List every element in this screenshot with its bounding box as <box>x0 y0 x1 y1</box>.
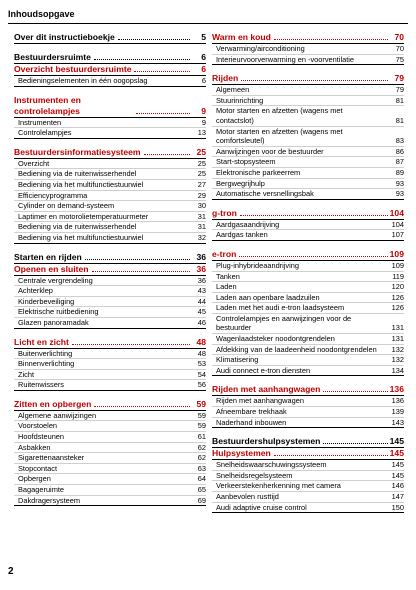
toc-entry[interactable] <box>14 359 206 370</box>
toc-section-heading[interactable] <box>212 384 404 396</box>
toc-entry[interactable] <box>212 282 404 293</box>
toc-page-number: 32 <box>197 232 206 242</box>
toc-entry-title: Aanwijzingen voor de bestuurder <box>216 146 324 156</box>
section-spacer <box>14 391 206 399</box>
toc-entry[interactable] <box>14 318 206 329</box>
toc-page-number: 104 <box>391 219 404 229</box>
toc-entry[interactable] <box>212 85 404 96</box>
toc-entry[interactable] <box>212 366 404 377</box>
page-number: 2 <box>8 566 14 577</box>
toc-entry-title: Sigarettenaansteker <box>18 453 85 463</box>
toc-page-number: 25 <box>197 169 206 179</box>
toc-entry[interactable] <box>212 189 404 200</box>
toc-entry[interactable] <box>14 453 206 464</box>
toc-entry[interactable] <box>212 147 404 158</box>
toc-entry[interactable] <box>212 492 404 503</box>
toc-entry[interactable] <box>14 222 206 233</box>
toc-entry-title: Afneembare trekhaak <box>216 407 287 417</box>
toc-column-right <box>212 32 404 513</box>
toc-page-number: 89 <box>395 167 404 177</box>
toc-entry[interactable] <box>212 471 404 482</box>
toc-entry-title: Snelheidswaarschuwingssysteem <box>216 460 327 470</box>
toc-page-number: 131 <box>391 334 404 344</box>
toc-entry-title: Laptimer en motorolietemperatuurmeter <box>18 211 149 221</box>
toc-page-number: 45 <box>197 307 206 317</box>
toc-section-heading[interactable] <box>14 32 206 44</box>
section-spacer <box>14 139 206 147</box>
section-spacer <box>212 428 404 436</box>
toc-page-number: 6 <box>201 52 206 62</box>
toc-page-number: 87 <box>395 157 404 167</box>
toc-entry-title: Bedieningselementen in één oogopslag <box>18 76 148 85</box>
toc-page-number: 70 <box>394 32 404 42</box>
toc-page-number: 27 <box>197 179 206 189</box>
toc-page-number: 134 <box>391 365 404 375</box>
toc-page-number: 30 <box>197 201 206 211</box>
toc-entry[interactable] <box>14 297 206 308</box>
toc-entry[interactable] <box>14 411 206 422</box>
toc-page-number: 62 <box>197 453 206 463</box>
toc-entry[interactable] <box>14 443 206 454</box>
toc-page-number: 145 <box>389 448 404 459</box>
toc-entry-title: Laden met het audi e-tron laadsysteem <box>216 303 345 313</box>
toc-section-heading[interactable] <box>212 32 404 44</box>
toc-page-number: 36 <box>196 263 206 274</box>
toc-entry[interactable] <box>212 418 404 429</box>
toc-entry-title: Audi connect e-tron diensten <box>216 365 311 375</box>
dot-leader <box>323 443 387 444</box>
toc-page-number: 48 <box>197 348 206 358</box>
toc-page-number: 25 <box>197 158 206 168</box>
toc-entry[interactable] <box>14 464 206 475</box>
toc-page-number: 145 <box>391 460 404 470</box>
dot-leader <box>94 59 190 60</box>
toc-page-number: 61 <box>197 432 206 442</box>
toc-entry[interactable] <box>212 355 404 366</box>
toc-section-heading[interactable] <box>14 147 206 159</box>
toc-entry-title: Motor starten en afzetten (wagens met comfortsleutel) <box>216 127 382 146</box>
section-spacer <box>14 244 206 252</box>
toc-entry[interactable] <box>212 314 404 334</box>
toc-page-number: 145 <box>389 436 404 447</box>
toc-entry[interactable] <box>212 55 404 66</box>
toc-section-heading[interactable] <box>14 399 206 411</box>
toc-entry-title: Instrumenten en controlelampjes <box>14 95 134 117</box>
toc-page-number: 9 <box>201 105 206 116</box>
toc-entry-title: Algemeen <box>216 85 250 95</box>
toc-entry[interactable] <box>212 127 404 147</box>
toc-entry-title: Hoofdsteunen <box>18 432 65 442</box>
toc-page-number: 79 <box>394 73 404 84</box>
page-title: Inhoudsopgave <box>8 9 75 19</box>
toc-page-number: 131 <box>391 323 404 333</box>
toc-entry[interactable] <box>212 44 404 55</box>
toc-entry-title: Overzicht <box>18 158 50 168</box>
toc-section-heading[interactable] <box>212 208 404 220</box>
toc-section-heading[interactable] <box>14 64 206 76</box>
toc-entry[interactable] <box>212 230 404 241</box>
toc-entry-title: Bergwegrijhulp <box>216 178 265 188</box>
toc-section-heading[interactable] <box>14 337 206 349</box>
toc-page-number: 46 <box>197 317 206 327</box>
toc-section-heading[interactable] <box>14 95 206 118</box>
toc-entry-title: Klimatisering <box>216 355 259 365</box>
toc-entry-title: Controlelampjes <box>18 128 72 138</box>
toc-page-number: 64 <box>197 474 206 484</box>
toc-entry-title: Bediening via het multifunctiestuurwiel <box>18 232 144 242</box>
toc-entry-title: Interieurvoorverwarming en -voorventilatie <box>216 54 355 64</box>
toc-entry[interactable] <box>14 349 206 360</box>
toc-page-number: 36 <box>196 251 206 262</box>
toc-entry-title: Voorstoelen <box>18 421 58 431</box>
toc-entry[interactable] <box>14 118 206 129</box>
toc-entry-title: Efficiencyprogramma <box>18 190 88 200</box>
dot-leader <box>92 271 191 272</box>
toc-entry-title: Laden aan openbare laadzuilen <box>216 292 320 302</box>
toc-section-heading[interactable] <box>212 73 404 85</box>
toc-entry-title: Elektrische ruitbediening <box>18 307 99 317</box>
toc-page-number: 146 <box>391 481 404 491</box>
section-spacer <box>212 376 404 384</box>
toc-entry-title: Wagenlaadsteker noodontgrendelen <box>216 334 335 344</box>
toc-page-number: 63 <box>197 463 206 473</box>
toc-entry[interactable] <box>14 191 206 202</box>
toc-entry-title: Bagageruimte <box>18 485 65 495</box>
toc-entry-title: Aanbevolen rusttijd <box>216 492 279 501</box>
dot-leader <box>118 39 190 40</box>
toc-entry[interactable] <box>14 307 206 318</box>
toc-page-number: 147 <box>391 492 404 501</box>
toc-section-heading[interactable] <box>212 436 404 448</box>
toc-page-number: 126 <box>391 292 404 302</box>
toc-entry-title: Binnenverlichting <box>18 359 75 369</box>
toc-page-number: 93 <box>395 189 404 199</box>
section-spacer <box>212 65 404 73</box>
toc-page-number: 86 <box>395 146 404 156</box>
toc-page-number: 143 <box>391 417 404 427</box>
toc-page-number: 65 <box>197 485 206 495</box>
toc-page-number: 43 <box>197 286 206 296</box>
toc-page-number: 150 <box>391 502 404 512</box>
toc-entry-title: Motor starten en afzetten (wagens met contactslot) <box>216 106 382 125</box>
dot-leader <box>136 113 190 114</box>
toc-entry-title: Plug-inhybrideaandrijving <box>216 260 299 270</box>
dot-leader <box>134 71 190 72</box>
toc-entry-title: Opbergen <box>18 474 51 484</box>
toc-entry-title: Centrale vergrendeling <box>18 275 93 285</box>
toc-entry[interactable] <box>212 407 404 418</box>
toc-entry-title: Controlelampjes en aanwijzingen voor de bestuurder <box>216 314 382 333</box>
toc-page-number: 48 <box>196 336 206 347</box>
toc-entry-title: Starten en rijden <box>14 251 82 262</box>
toc-page-number: 70 <box>395 44 404 53</box>
dot-leader <box>72 344 190 345</box>
toc-section-heading[interactable] <box>14 252 206 264</box>
toc-entry-title: Bediening via het multifunctiestuurwiel <box>18 179 144 189</box>
dot-leader <box>274 455 388 456</box>
toc-entry-title: Kinderbeveiliging <box>18 296 75 306</box>
toc-entry-title: Glazen panoramadak <box>18 317 89 327</box>
toc-entry-title: e-tron <box>212 248 237 259</box>
section-spacer <box>212 200 404 208</box>
toc-entry[interactable] <box>212 293 404 304</box>
toc-page-number: 31 <box>197 222 206 232</box>
section-spacer <box>14 44 206 52</box>
toc-entry-title: Start-stopsysteem <box>216 157 276 167</box>
toc-page-number: 36 <box>197 275 206 285</box>
toc-section-heading[interactable] <box>212 249 404 261</box>
toc-page-number: 59 <box>197 410 206 420</box>
toc-page-number: 136 <box>389 384 404 395</box>
toc-entry-title: Zitten en opbergen <box>14 398 92 409</box>
toc-entry-title: Laden <box>216 282 237 292</box>
toc-entry-title: Automatische versnellingsbak <box>216 189 314 199</box>
toc-entry-title: Rijden <box>212 73 239 84</box>
page-header <box>8 6 408 24</box>
toc-entry[interactable] <box>212 460 404 471</box>
toc-entry[interactable] <box>212 345 404 356</box>
toc-section-heading[interactable] <box>14 52 206 64</box>
toc-entry-title: Tanken <box>216 271 240 281</box>
toc-page-number: 79 <box>395 85 404 95</box>
dot-leader <box>85 259 190 260</box>
toc-entry[interactable] <box>14 76 206 87</box>
toc-section-heading[interactable] <box>212 448 404 460</box>
toc-entry-title: Afdekking van de laadeenheid noodontgrendelen <box>216 344 377 354</box>
toc-page-number: 62 <box>197 442 206 452</box>
toc-entry-title: Over dit instructieboekje <box>14 32 115 42</box>
toc-entry-title: Bestuurdersinformatiesysteem <box>14 146 141 157</box>
toc-entry[interactable] <box>212 303 404 314</box>
toc-entry-title: Verkeerstekenherkenning met camera <box>216 481 341 491</box>
toc-entry-title: Bediening via de ruitenwisserhendel <box>18 222 137 232</box>
section-spacer <box>14 329 206 337</box>
toc-entry-title: Bestuurdershulpsystemen <box>212 436 321 447</box>
toc-entry[interactable] <box>14 286 206 297</box>
dot-leader <box>144 154 190 155</box>
toc-entry-title: Algemene aanwijzingen <box>18 410 97 420</box>
toc-page-number: 75 <box>395 54 404 64</box>
toc-entry[interactable] <box>14 432 206 443</box>
dot-leader <box>94 406 190 407</box>
toc-entry-title: Naderhand inbouwen <box>216 417 287 427</box>
toc-entry-title: g-tron <box>212 207 237 218</box>
toc-page-number: 132 <box>391 344 404 354</box>
toc-page-number: 9 <box>201 117 206 127</box>
toc-entry-title: Asbakken <box>18 442 51 452</box>
toc-page-number: 44 <box>197 296 206 306</box>
toc-page-number: 25 <box>196 146 206 157</box>
toc-entry[interactable] <box>14 421 206 432</box>
toc-entry-title: Elektronische parkeerrem <box>216 167 301 177</box>
toc-page-number: 29 <box>197 190 206 200</box>
toc-entry-title: Buitenverlichting <box>18 348 73 358</box>
toc-page-number: 109 <box>391 260 404 270</box>
toc-entry-title: Aardgas tanken <box>216 230 268 240</box>
dot-leader <box>323 391 387 392</box>
toc-entry-title: Verwarming/airconditioning <box>216 44 305 53</box>
toc-entry-title: Hulpsystemen <box>212 448 271 459</box>
toc-entry[interactable] <box>212 96 404 107</box>
toc-page-number: 69 <box>197 495 206 505</box>
toc-entry[interactable] <box>212 179 404 190</box>
toc-page-number: 81 <box>395 95 404 105</box>
toc-entry[interactable] <box>212 334 404 345</box>
toc-page-number: 5 <box>201 32 206 42</box>
toc-entry-title: Overzicht bestuurdersruimte <box>14 64 132 74</box>
toc-page-number: 6 <box>201 76 206 85</box>
toc-entry-title: Achterklep <box>18 286 53 296</box>
toc-page-number: 56 <box>197 380 206 390</box>
dot-leader <box>239 256 387 257</box>
toc-column-left <box>14 32 206 506</box>
toc-page-number: 109 <box>389 248 404 259</box>
toc-page-number: 93 <box>395 178 404 188</box>
toc-section-heading[interactable] <box>14 264 206 276</box>
toc-page-number: 126 <box>391 303 404 313</box>
toc-entry[interactable] <box>14 233 206 244</box>
toc-page-number: 31 <box>197 211 206 221</box>
section-spacer <box>14 87 206 95</box>
toc-entry-title: Stuurinrichting <box>216 95 264 105</box>
toc-entry-title: Bestuurdersruimte <box>14 52 91 62</box>
toc-entry-title: Audi adaptive cruise control <box>216 502 307 512</box>
toc-entry[interactable] <box>212 168 404 179</box>
toc-entry-title: Stopcontact <box>18 463 58 473</box>
dot-leader <box>240 215 388 216</box>
toc-entry[interactable] <box>14 380 206 391</box>
toc-entry-title: Warm en koud <box>212 32 271 42</box>
toc-page-number: 83 <box>395 136 404 146</box>
toc-entry[interactable] <box>14 370 206 381</box>
toc-entry-title: Instrumenten <box>18 117 62 127</box>
toc-entry[interactable] <box>14 201 206 212</box>
toc-entry[interactable] <box>14 180 206 191</box>
toc-entry-title: Aardgasaandrijving <box>216 219 280 229</box>
toc-entry-title: Openen en sluiten <box>14 263 89 274</box>
toc-page-number: 104 <box>389 207 404 218</box>
toc-page-number: 132 <box>391 355 404 365</box>
toc-entry[interactable] <box>14 474 206 485</box>
toc-entry[interactable] <box>212 220 404 231</box>
toc-page-number: 107 <box>391 230 404 240</box>
toc-entry-title: Cylinder on demand-systeem <box>18 201 115 211</box>
toc-page-number: 59 <box>196 398 206 409</box>
toc-page-number: 145 <box>391 470 404 480</box>
toc-entry-title: Licht en zicht <box>14 336 69 347</box>
toc-entry[interactable] <box>212 261 404 272</box>
toc-page-number: 53 <box>197 359 206 369</box>
dot-leader <box>241 80 388 81</box>
toc-entry-title: Rijden met aanhangwagen <box>212 384 321 395</box>
toc-page-number: 81 <box>395 115 404 125</box>
toc-page-number: 59 <box>197 421 206 431</box>
toc-entry[interactable] <box>212 272 404 283</box>
toc-page-number: 54 <box>197 369 206 379</box>
toc-page-number: 13 <box>197 128 206 138</box>
toc-page-number: 136 <box>391 396 404 406</box>
toc-entry-title: Bediening via de ruitenwisserhendel <box>18 169 137 179</box>
toc-entry[interactable] <box>212 503 404 514</box>
toc-entry[interactable] <box>14 128 206 139</box>
toc-entry[interactable] <box>212 396 404 407</box>
toc-page-number: 119 <box>392 271 404 281</box>
toc-entry[interactable] <box>14 485 206 496</box>
dot-leader <box>274 39 388 40</box>
toc-entry[interactable] <box>14 159 206 170</box>
toc-page-number: 139 <box>391 407 404 417</box>
toc-entry-title: Zicht <box>18 369 35 379</box>
toc-entry[interactable] <box>14 276 206 287</box>
toc-entry-title: Rijden met aanhangwagen <box>216 396 304 406</box>
toc-page-number: 6 <box>201 64 206 74</box>
toc-entry[interactable] <box>212 481 404 492</box>
toc-entry[interactable] <box>212 157 404 168</box>
toc-page-number: 120 <box>391 282 404 292</box>
toc-entry-title: Ruitenwissers <box>18 380 65 390</box>
toc-entry-title: Dakdragersysteem <box>18 495 81 505</box>
toc-entry[interactable] <box>14 169 206 180</box>
toc-entry[interactable] <box>14 212 206 223</box>
toc-entry-title: Snelheidsregelsysteem <box>216 470 293 480</box>
toc-entry[interactable] <box>212 106 404 126</box>
section-spacer <box>212 241 404 249</box>
toc-entry[interactable] <box>14 496 206 507</box>
